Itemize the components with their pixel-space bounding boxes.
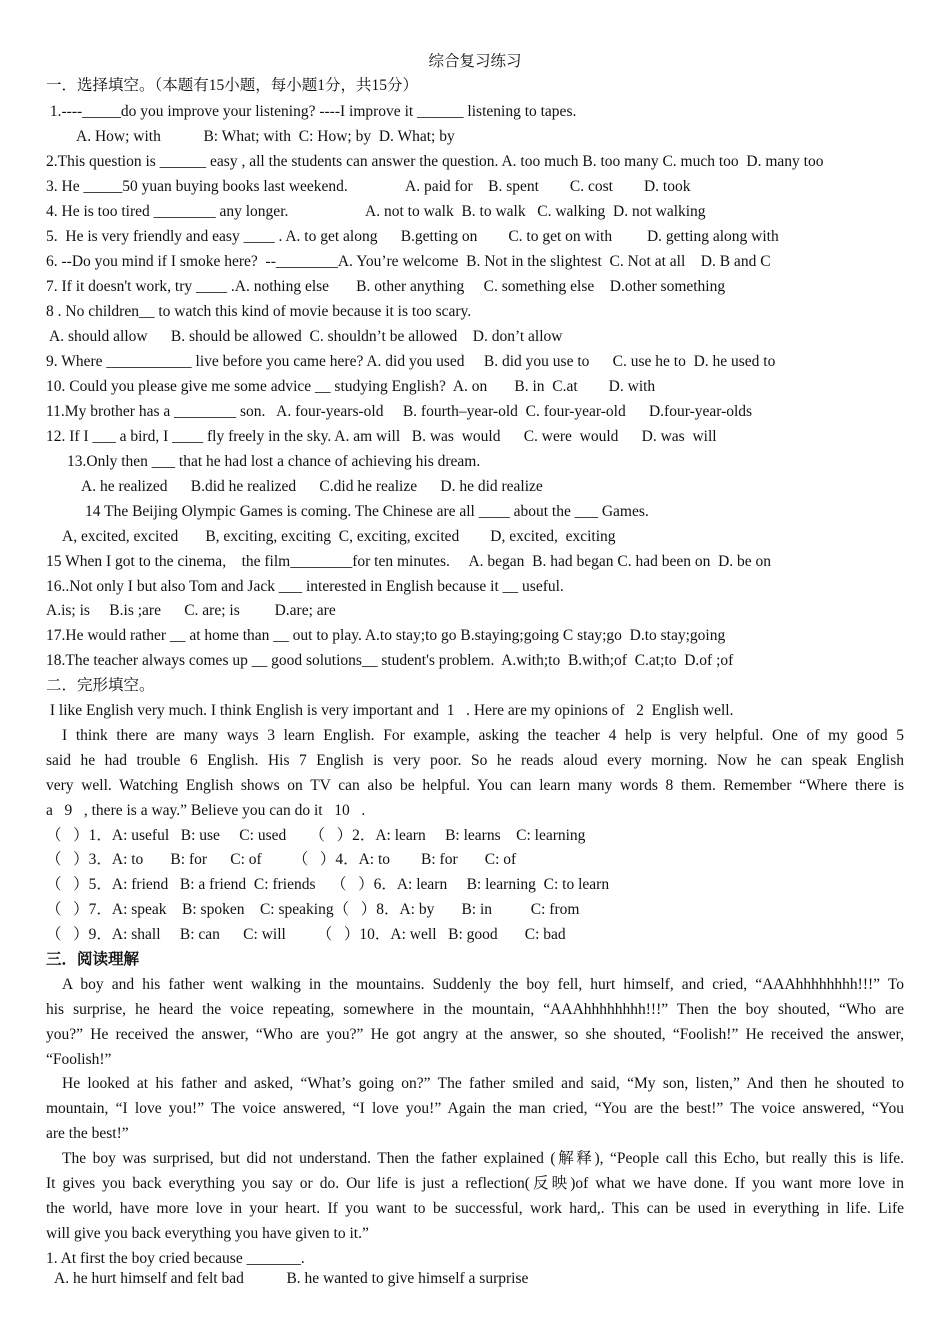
cloze-options-row: （ ）5．A: friend B: a friend C: friends （ ）6．A: learn B: learning C: to learn (46, 876, 610, 893)
cloze-options-row: （ ）1．A: useful B: use C: used （ ）2．A: learn B: learns C: learning (46, 827, 586, 844)
reading-passage-line: mountain, “I love you!” The voice answered, “I love you!” Again the man cried, “You are the best!” The voice answered, “You (46, 1100, 904, 1117)
question-line: 15 When I got to the cinema, the film________for ten minutes. A. began B. had began C. had been on D. be on (46, 553, 772, 570)
question-options: A. How; with B: What; with C: How; by D. What; by (76, 128, 455, 145)
reading-passage-line: He looked at his father and asked, “What’s going on?” The father smiled and said, “My son, listen,” And then he shouted to (62, 1075, 904, 1092)
reading-passage-line: “Foolish!” (46, 1051, 112, 1068)
question-line: 13.Only then ___ that he had lost a chance of achieving his dream. (67, 453, 481, 470)
question-options: A. he realized B.did he realized C.did he realize D. he did realize (81, 478, 543, 495)
reading-passage-line: A boy and his father went walking in the mountains. Suddenly the boy fell, hurt himself, and cried, “AAAhhhhhhhh!!!” To (62, 976, 904, 993)
cloze-options-row: （ ）9．A: shall B: can C: will （ ）10．A: well B: good C: bad (46, 926, 566, 943)
cloze-passage-line: I think there are many ways 3 learn English. For example, asking the teacher 4 help is very helpful. One of my good 5 (62, 727, 904, 744)
question-line: 6. --Do you mind if I smoke here? --________A. You’re welcome B. Not in the slightest C. Not at all D. B and C (46, 253, 771, 270)
question-line: 5. He is very friendly and easy ____ . A. to get along B.getting on C. to get on with D. getting along with (46, 228, 779, 245)
reading-question: 1. At first the boy cried because _______. (46, 1250, 305, 1267)
question-line: 3. He _____50 yuan buying books last weekend. A. paid for B. spent C. cost D. took (46, 178, 691, 195)
reading-passage-line: you?” He received the answer, “Who are you?” He got angry at the answer, so she shouted, “Foolish!” He received the answer, (46, 1026, 904, 1043)
question-line: 8 . No children__ to watch this kind of movie because it is too scary. (46, 303, 472, 320)
question-line: 4. He is too tired ________ any longer. A. not to walk B. to walk C. walking D. not walking (46, 203, 706, 220)
question-line: 17.He would rather __ at home than __ out to play. A.to stay;to go B.staying;going C stay;go D.to stay;going (46, 627, 726, 644)
question-line: 1.----_____do you improve your listening? ----I improve it ______ listening to tapes. (46, 103, 577, 120)
reading-passage-line: It gives you back everything you say or do. Our life is just a reflection(反映)of what we have done. If you want more love in (46, 1175, 904, 1192)
reading-options: A. he hurt himself and felt bad B. he wanted to give himself a surprise (54, 1270, 529, 1287)
question-line: 2.This question is ______ easy , all the students can answer the question. A. too much B. too many C. much too D. many too (46, 153, 824, 170)
cloze-passage-line: very well. Watching English shows on TV can also be helpful. You can learn many words 8 them. Remember “Where there is (46, 777, 904, 794)
cloze-passage-line: said he had trouble 6 English. His 7 English is very poor. So he reads aloud every morning. Now he can speak English (46, 752, 904, 769)
reading-passage-line: the world, have more love in your heart. If you want to be successful, work hard,. This can be used in everything in life. Life (46, 1200, 904, 1217)
cloze-passage-line: I like English very much. I think English is very important and 1 . Here are my opinions of 2 English well. (46, 702, 734, 719)
question-line: 9. Where ___________ live before you came here? A. did you used B. did you use to C. use he to D. he used to (46, 353, 776, 370)
question-line: 10. Could you please give me some advice __ studying English? A. on B. in C.at D. with (46, 378, 656, 395)
question-line: 18.The teacher always comes up __ good solutions__ student's problem. A.with;to B.with;of C.at;to D.of ;of (46, 652, 734, 669)
reading-passage-line: will give you back everything you have given to it.” (46, 1225, 369, 1242)
cloze-options-row: （ ）3．A: to B: for C: of （ ）4．A: to B: for C: of (46, 851, 517, 868)
question-line: 14 The Beijing Olympic Games is coming. The Chinese are all ____ about the ___ Games. (85, 503, 649, 520)
cloze-options-row: （ ）7．A: speak B: spoken C: speaking（ ）8．A: by B: in C: from (46, 901, 580, 918)
question-line: 11.My brother has a ________ son. A. four-years-old B. fourth–year-old C. four-year-old D.four-year-olds (46, 403, 753, 420)
cloze-passage-line: a 9 , there is a way.” Believe you can do it 10 . (46, 802, 366, 819)
page-title: 综合复习练习 (428, 53, 522, 70)
question-options: A. should allow B. should be allowed C. shouldn’t be allowed D. don’t allow (46, 328, 563, 345)
reading-passage-line: his surprise, he heard the voice repeating, somewhere in the mountain, “AAAhhhhhhhh!!!” Then the boy shouted, “Who are (46, 1001, 904, 1018)
question-options: A, excited, excited B, exciting, exciting C, exciting, excited D, excited, exciting (62, 528, 616, 545)
reading-passage-line: The boy was surprised, but did not understand. Then the father explained (解释), “People call this Echo, but really this is life. (62, 1150, 904, 1167)
section-3-heading: 三．阅读理解 (46, 951, 140, 968)
question-line: 7. If it doesn't work, try ____ .A. nothing else B. other anything C. something else D.other something (46, 278, 726, 295)
question-line: 16..Not only I but also Tom and Jack ___ interested in English because it __ useful. (46, 578, 564, 595)
section-1-heading: 一．选择填空。（本题有15小题，每小题1分，共15分） (46, 77, 419, 94)
section-2-heading: 二．完形填空。 (46, 677, 155, 694)
question-options: A.is; is B.is ;are C. are; is D.are; are (46, 602, 336, 619)
reading-passage-line: are the best!” (46, 1125, 129, 1142)
question-line: 12. If I ___ a bird, I ____ fly freely in the sky. A. am will B. was would C. were would D. was will (46, 428, 717, 445)
